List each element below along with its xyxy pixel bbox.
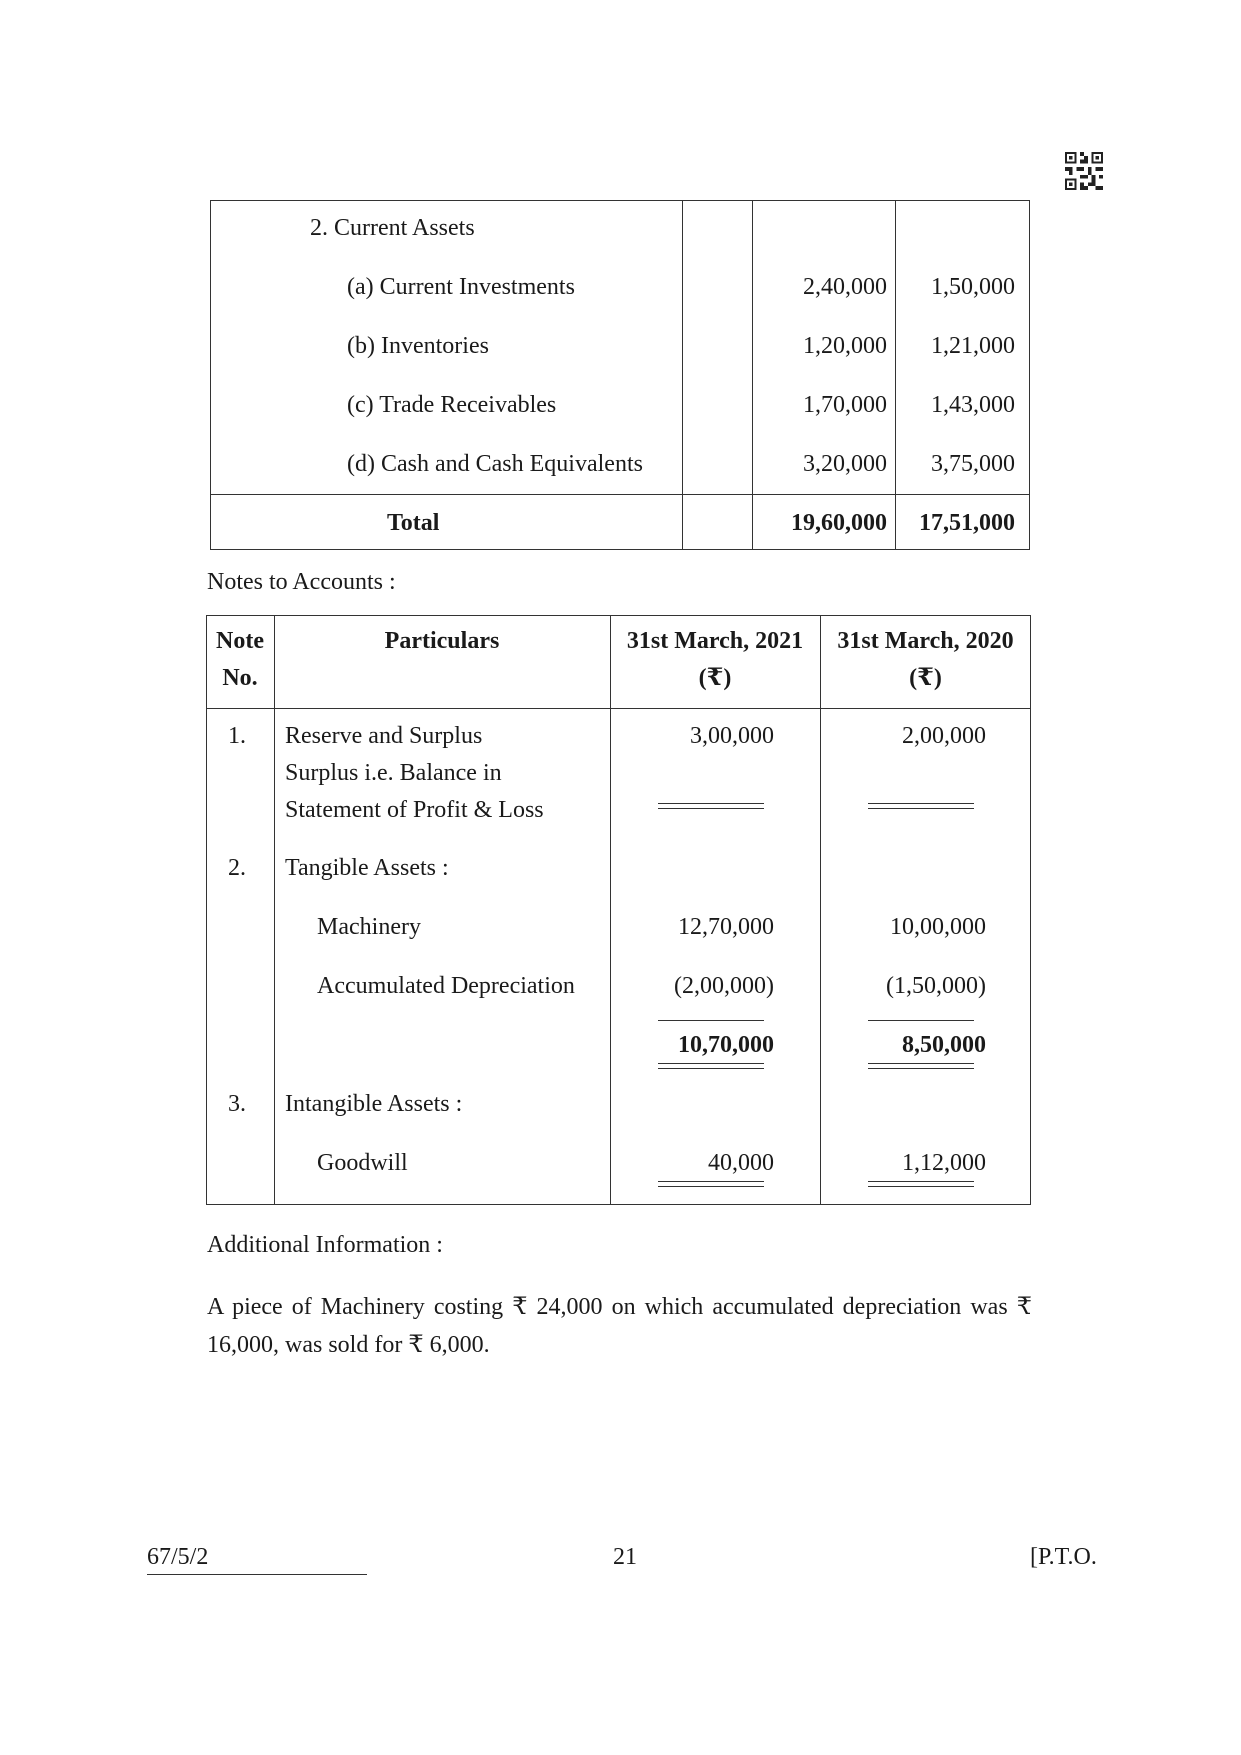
notes-title: Notes to Accounts :	[207, 569, 396, 595]
machinery-2021: 12,70,000	[678, 914, 774, 940]
paper-code: 67/5/2	[147, 1544, 209, 1570]
value-2021: 3,20,000	[803, 451, 887, 477]
paper-code-underline	[147, 1574, 367, 1575]
depreciation-2021: (2,00,000)	[674, 973, 774, 999]
page-number: 21	[613, 1544, 637, 1570]
note3-heading: Intangible Assets :	[285, 1091, 463, 1117]
row-label: (a) Current Investments	[347, 274, 575, 300]
note-number: 2.	[228, 855, 246, 881]
value-2021: 2,40,000	[803, 274, 887, 300]
additional-info-text: A piece of Machinery costing ₹ 24,000 on which accumulated depreciation was ₹ 16,000, was sold for ₹ 6,000.	[207, 1294, 1032, 1358]
note1-line3: Statement of Profit & Loss	[285, 797, 544, 823]
note2-heading: Tangible Assets :	[285, 855, 449, 881]
header-2021-unit: (₹)	[698, 665, 732, 691]
row-label: (c) Trade Receivables	[347, 392, 557, 418]
additional-info-title: Additional Information :	[207, 1232, 443, 1258]
header-note-no-line1: Note	[216, 628, 264, 654]
value-2021: 1,70,000	[803, 392, 887, 418]
depreciation-label: Accumulated Depreciation	[317, 973, 575, 999]
goodwill-label: Goodwill	[317, 1150, 408, 1176]
header-note-no-line2: No.	[222, 665, 258, 691]
header-2020: 31st March, 2020	[837, 628, 1014, 654]
row-label: (b) Inventories	[347, 333, 489, 359]
value-2020: 1,43,000	[931, 392, 1015, 418]
note-number: 3.	[228, 1091, 246, 1117]
note1-line2: Surplus i.e. Balance in	[285, 760, 502, 786]
note1-2021: 3,00,000	[690, 723, 774, 749]
total-2020: 17,51,000	[919, 510, 1015, 536]
header-2021: 31st March, 2021	[626, 628, 804, 654]
depreciation-2020: (1,50,000)	[886, 973, 986, 999]
note1-line1: Reserve and Surplus	[285, 723, 483, 749]
notes-table	[206, 615, 1031, 1205]
header-particulars: Particulars	[384, 628, 500, 654]
header-2020-unit: (₹)	[909, 665, 942, 691]
value-2021: 1,20,000	[803, 333, 887, 359]
goodwill-2020: 1,12,000	[902, 1150, 986, 1176]
goodwill-2021: 40,000	[708, 1150, 774, 1176]
note-number: 1.	[228, 723, 246, 749]
value-2020: 1,50,000	[931, 274, 1015, 300]
balance-sheet-table	[210, 200, 1030, 550]
machinery-label: Machinery	[317, 914, 421, 940]
net-machinery-2021: 10,70,000	[678, 1032, 774, 1058]
machinery-2020: 10,00,000	[890, 914, 986, 940]
value-2020: 1,21,000	[931, 333, 1015, 359]
section-heading: 2. Current Assets	[310, 215, 475, 241]
total-label: Total	[387, 510, 440, 536]
row-label: (d) Cash and Cash Equivalents	[347, 451, 643, 477]
total-2021: 19,60,000	[791, 510, 887, 536]
note1-2020: 2,00,000	[902, 723, 986, 749]
value-2020: 3,75,000	[931, 451, 1015, 477]
please-turn-over: [P.T.O.	[1030, 1544, 1097, 1570]
qr-code-icon	[1065, 152, 1103, 190]
net-machinery-2020: 8,50,000	[902, 1032, 986, 1058]
